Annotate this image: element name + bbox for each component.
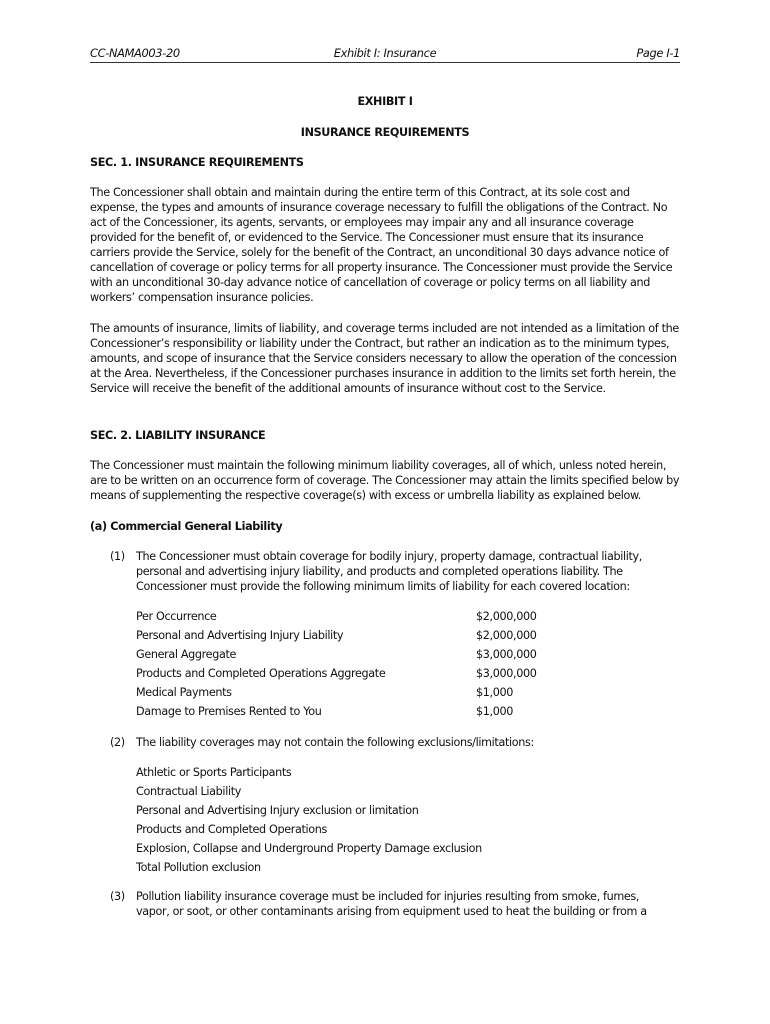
limit-value: $1,000	[476, 686, 514, 699]
list-item: Explosion, Collapse and Underground Property Damage exclusion	[136, 842, 482, 855]
exhibit-subtitle: INSURANCE REQUIREMENTS	[300, 126, 470, 139]
limit-name: Personal and Advertising Injury Liability	[136, 629, 344, 642]
list-item-text: The liability coverages may not contain the following exclusions/limitations:	[136, 736, 534, 749]
list-item: Personal and Advertising Injury exclusion or limitation	[136, 804, 419, 817]
table-row	[136, 607, 596, 626]
exhibit-name: Exhibit I: Insurance	[333, 46, 437, 60]
limit-value: $1,000	[476, 705, 514, 718]
table-row	[136, 645, 596, 664]
list-item	[110, 889, 670, 919]
sec2-subheading: (a) Commercial General Liability	[90, 520, 283, 533]
sec1-paragraph-1: The Concessioner shall obtain and maintain during the entire term of this Contract, at its sole cost and expense, the types and amounts of insurance coverage necessary to fulfill the obligations of the Contract. No act of the Concessioner, its agents, servants, or employees may impair any and all insurance coverage provided for the benefit of, or evidenced to the Service. The Concessioner must ensure that its insurance carriers provide the Service, solely for the benefit of the Contract, an unconditional 30 days advance notice of cancellation of coverage or policy terms for all property insurance. The Concessioner must provide the Service with an unconditional 30-day advance notice of cancellation of coverage or policy terms on all liability and workers’ compensation insurance policies.	[90, 186, 673, 304]
list-item: Total Pollution exclusion	[136, 861, 261, 874]
table-row	[136, 702, 596, 721]
table-row	[136, 683, 596, 702]
sec2-paragraph-1: The Concessioner must maintain the following minimum liability coverages, all of which, unless noted herein, are to be written on an occurrence form of coverage. The Concessioner may attain the limits specified below by means of supplementing the respective coverage(s) with excess or umbrella liability as explained below.	[90, 459, 680, 502]
limit-value: $3,000,000	[476, 667, 537, 680]
exhibit-title: EXHIBIT I	[357, 95, 413, 108]
list-item	[110, 735, 670, 750]
page-number: Page I-1	[636, 46, 680, 60]
sec1-heading: SEC. 1. INSURANCE REQUIREMENTS	[90, 156, 304, 169]
table-row	[136, 626, 596, 645]
list-item-text: Pollution liability insurance coverage must be included for injuries resulting from smoke, fumes, vapor, or soot, or other contaminants arising from equipment used to heat the building or from a	[136, 890, 647, 918]
limit-value: $3,000,000	[476, 648, 537, 661]
document-id: CC-NAMA003-20	[90, 46, 180, 60]
list-item-number: (2)	[110, 736, 125, 749]
limit-name: Damage to Premises Rented to You	[136, 705, 322, 718]
sec1-paragraph-2: The amounts of insurance, limits of liability, and coverage terms included are not intended as a limitation of the Concessioner’s responsibility or liability under the Contract, but rather an indication as to the minimum types, amounts, and scope of insurance that the Service considers necessary to allow the operation of the concession at the Area. Nevertheless, if the Concessioner purchases insurance in addition to the limits set forth herein, the Service will receive the benefit of the additional amounts of insurance without cost to the Service.	[90, 322, 679, 395]
list-item: Athletic or Sports Participants	[136, 766, 292, 779]
sec2-heading: SEC. 2. LIABILITY INSURANCE	[90, 429, 266, 442]
limit-name: Medical Payments	[136, 686, 232, 699]
list-item: Contractual Liability	[136, 785, 242, 798]
limit-name: Per Occurrence	[136, 610, 217, 623]
list-item: Products and Completed Operations	[136, 823, 327, 836]
page-header	[90, 44, 680, 63]
list-item-number: (1)	[110, 550, 125, 563]
table-row	[136, 664, 596, 683]
limits-table	[136, 607, 596, 721]
exclusions-list	[136, 763, 596, 877]
limit-name: Products and Completed Operations Aggregate	[136, 667, 386, 680]
limit-value: $2,000,000	[476, 610, 537, 623]
limit-value: $2,000,000	[476, 629, 537, 642]
list-item-number: (3)	[110, 890, 125, 903]
list-item-text: The Concessioner must obtain coverage for bodily injury, property damage, contractual liability, personal and advertising injury liability, and products and completed operations liability. The Concessioner must provide the following minimum limits of liability for each covered location:	[136, 550, 642, 593]
limit-name: General Aggregate	[136, 648, 237, 661]
list-item	[110, 549, 670, 594]
